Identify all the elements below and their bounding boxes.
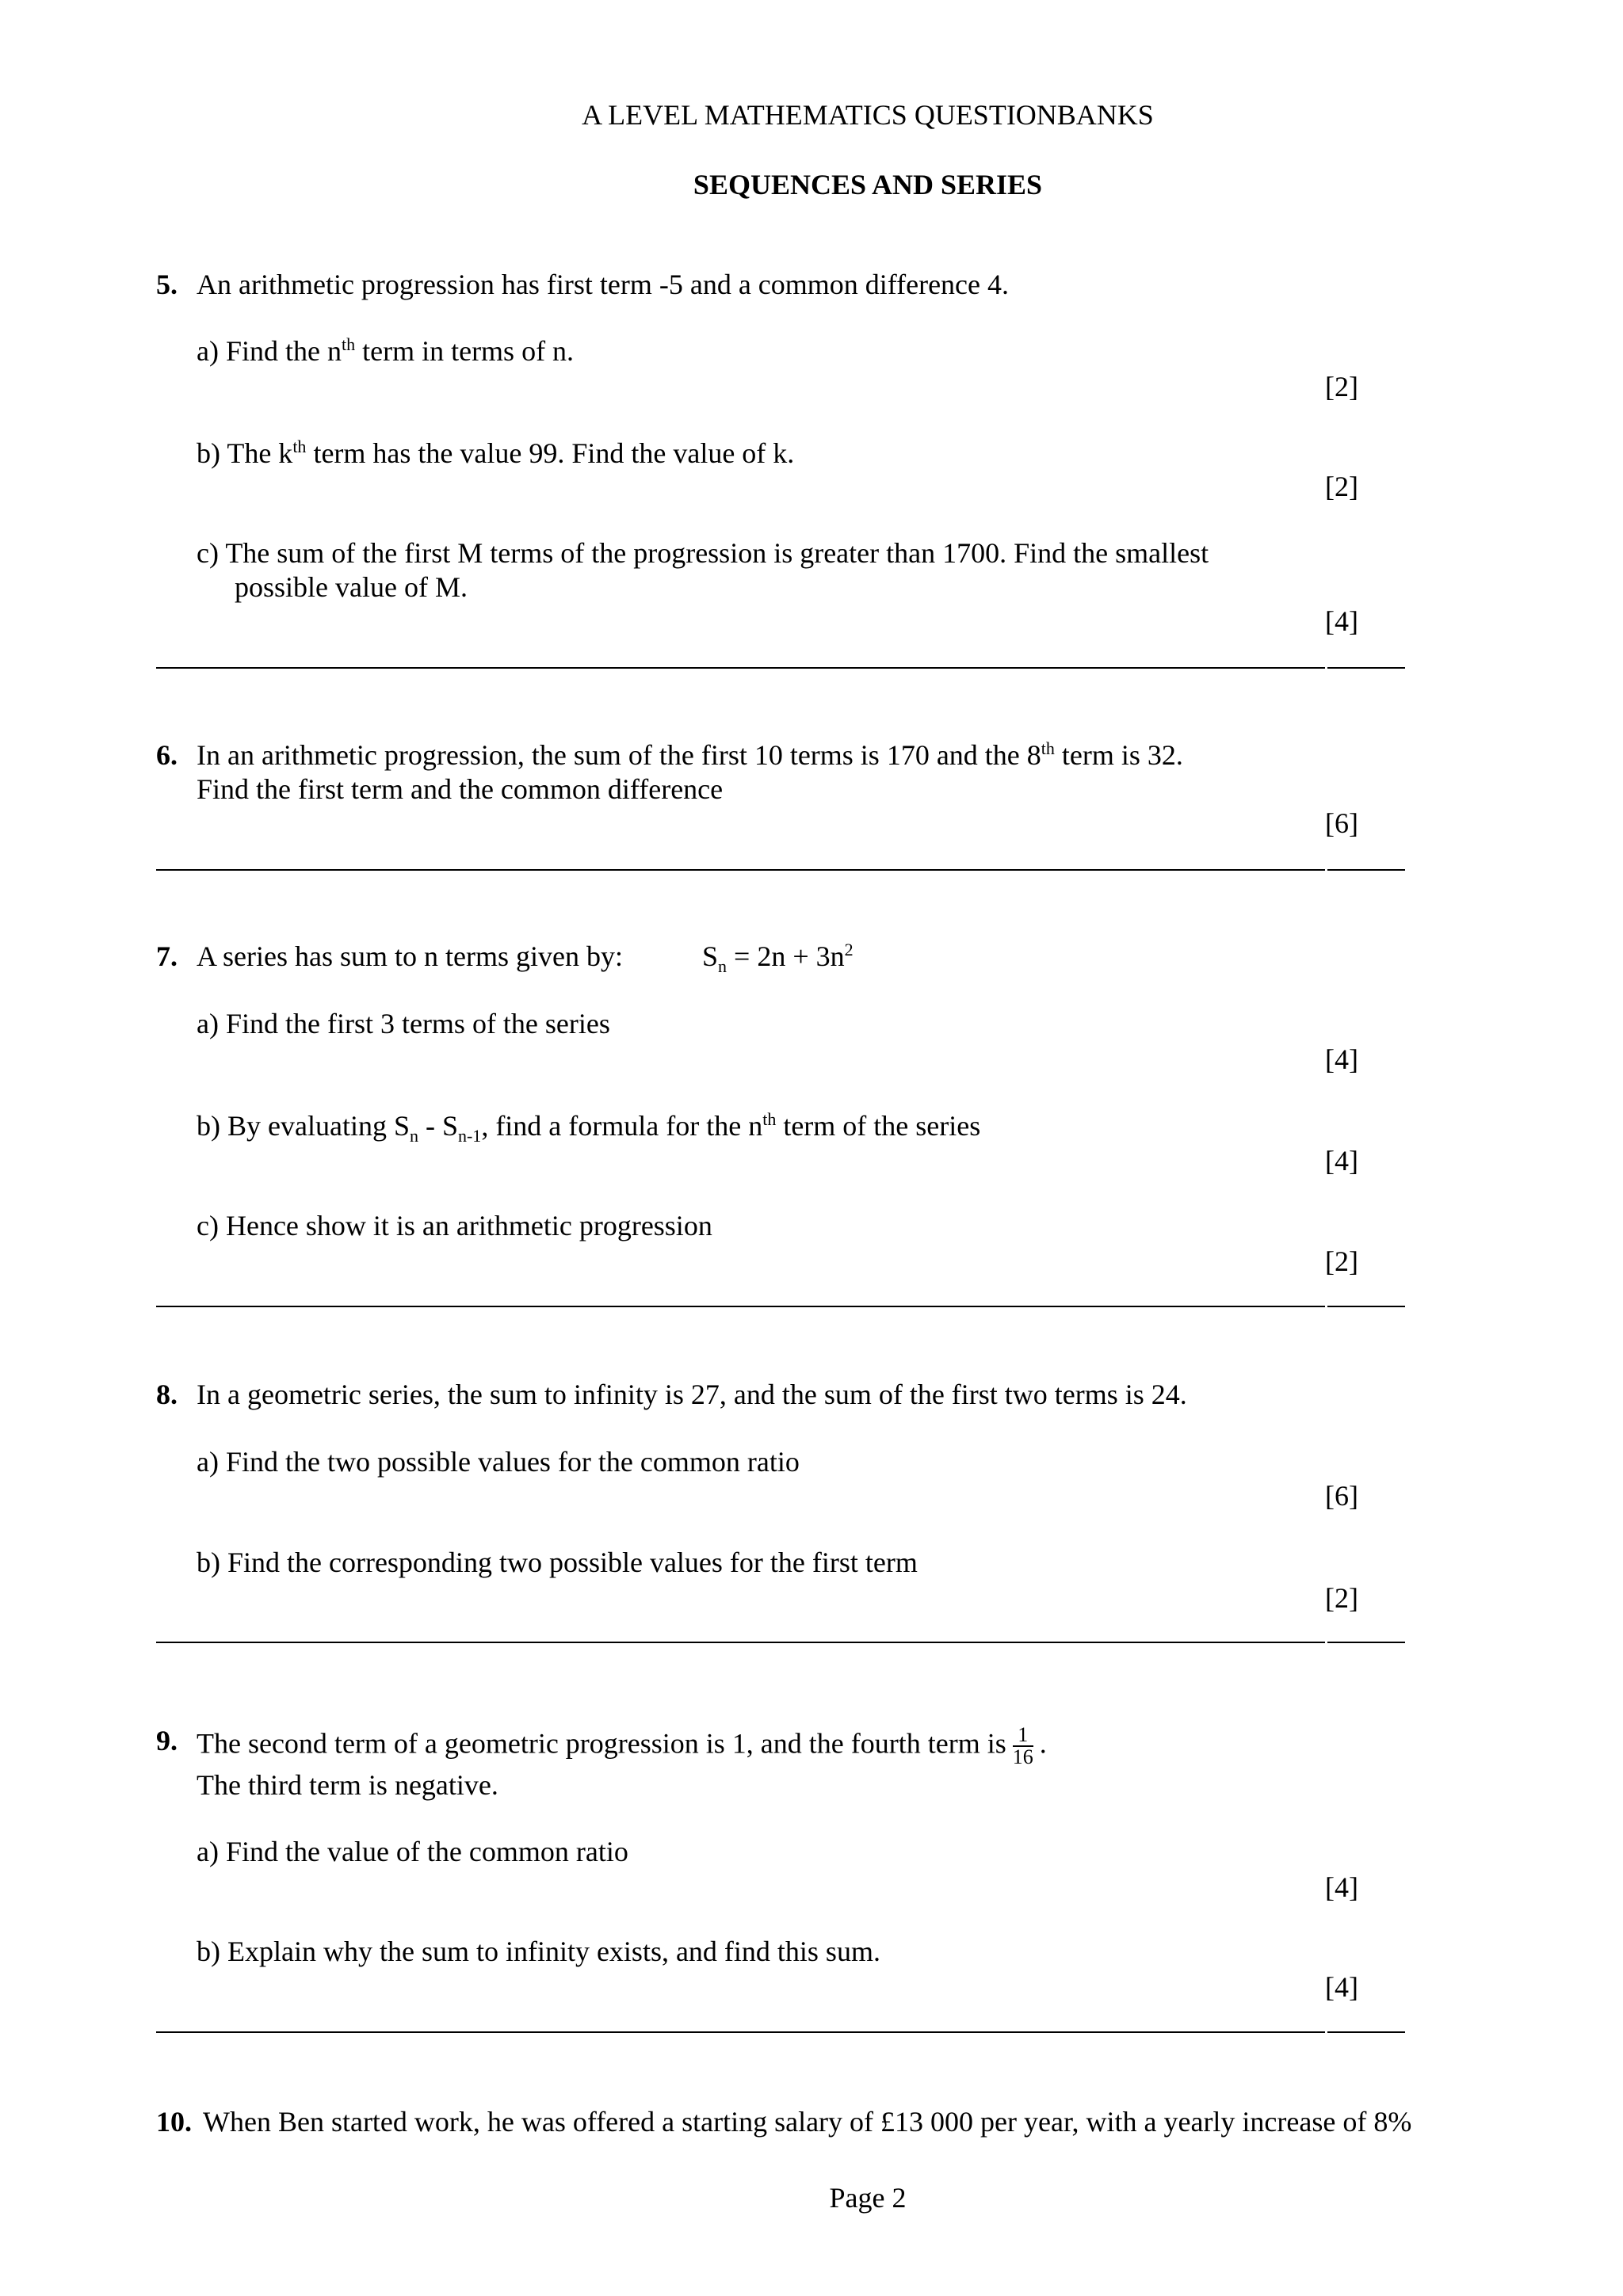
text: term is 32. bbox=[1054, 739, 1183, 771]
subquestion: a) Find the value of the common ratio bbox=[197, 1836, 628, 1867]
marks: [4] bbox=[1325, 1145, 1358, 1177]
question-number: 9. bbox=[156, 1725, 178, 1756]
superscript: th bbox=[292, 437, 307, 456]
text: . bbox=[1039, 1727, 1047, 1760]
text: - S bbox=[418, 1110, 458, 1142]
question-text-continued: The third term is negative. bbox=[197, 1769, 498, 1801]
subscript: n bbox=[718, 956, 727, 977]
text: term in terms of n. bbox=[355, 335, 575, 367]
question-number: 10. bbox=[156, 2106, 192, 2138]
denominator: 16 bbox=[1012, 1745, 1033, 1768]
subquestion-continued: possible value of M. bbox=[235, 571, 468, 603]
question-text: A series has sum to n terms given by: bbox=[197, 940, 623, 972]
marks: [4] bbox=[1325, 1043, 1358, 1075]
subquestion bbox=[197, 437, 794, 469]
divider bbox=[1327, 1642, 1405, 1643]
superscript: 2 bbox=[844, 940, 854, 959]
marks: [4] bbox=[1325, 605, 1358, 637]
divider bbox=[1327, 667, 1405, 669]
text: b) The k bbox=[197, 437, 293, 469]
divider bbox=[156, 1306, 1325, 1307]
text: a) Find the n bbox=[197, 335, 342, 367]
divider bbox=[1327, 1306, 1405, 1307]
text: The second term of a geometric progression is 1, and the fourth term is bbox=[197, 1727, 1006, 1760]
marks: [2] bbox=[1325, 1582, 1358, 1614]
question-text bbox=[197, 739, 1183, 771]
marks: [2] bbox=[1325, 1245, 1358, 1277]
question-number: 5. bbox=[156, 269, 178, 300]
marks: [6] bbox=[1325, 807, 1358, 839]
superscript: th bbox=[1041, 738, 1055, 758]
question-text bbox=[197, 1723, 1047, 1768]
text: b) By evaluating S bbox=[197, 1110, 410, 1142]
subquestion bbox=[197, 1109, 981, 1146]
subquestion: a) Find the first 3 terms of the series bbox=[197, 1008, 610, 1039]
divider bbox=[156, 869, 1325, 871]
divider bbox=[156, 2031, 1325, 2033]
text: term of the series bbox=[776, 1110, 981, 1142]
superscript: th bbox=[762, 1109, 777, 1129]
marks: [4] bbox=[1325, 1971, 1358, 2003]
divider bbox=[156, 1642, 1325, 1643]
marks: [4] bbox=[1325, 1871, 1358, 1903]
question-number: 6. bbox=[156, 739, 178, 771]
divider bbox=[156, 667, 1325, 669]
question-text: An arithmetic progression has first term -5 and a common difference 4. bbox=[197, 269, 1010, 300]
question-text: When Ben started work, he was offered a starting salary of £13 000 per year, with a yearly increase of 8% bbox=[203, 2106, 1412, 2138]
question-text: In a geometric series, the sum to infinity is 27, and the sum of the first two terms is 24. bbox=[197, 1379, 1187, 1410]
subquestion: c) The sum of the first M terms of the progression is greater than 1700. Find the smallest bbox=[197, 537, 1209, 569]
formula bbox=[702, 940, 854, 977]
question-number: 8. bbox=[156, 1379, 178, 1410]
subquestion: b) Explain why the sum to infinity exists, and find this sum. bbox=[197, 1936, 880, 1967]
subquestion bbox=[197, 335, 574, 367]
numerator: 1 bbox=[1013, 1725, 1033, 1747]
text: S bbox=[702, 940, 719, 972]
divider bbox=[1327, 2031, 1405, 2033]
subscript: n bbox=[409, 1126, 418, 1146]
text: term has the value 99. Find the value of k. bbox=[306, 437, 795, 469]
divider bbox=[1327, 869, 1405, 871]
text: , find a formula for the n bbox=[481, 1110, 763, 1142]
subscript: n-1 bbox=[457, 1126, 482, 1146]
text: = 2n + 3n bbox=[727, 940, 845, 972]
question-text-continued: Find the first term and the common difference bbox=[197, 773, 724, 805]
section-title: SEQUENCES AND SERIES bbox=[693, 169, 1043, 200]
marks: [6] bbox=[1325, 1480, 1358, 1512]
question-number: 7. bbox=[156, 940, 178, 972]
text: In an arithmetic progression, the sum of the first 10 terms is 170 and the 8 bbox=[197, 739, 1041, 771]
superscript: th bbox=[341, 334, 356, 354]
page-number: Page 2 bbox=[829, 2182, 907, 2214]
marks: [2] bbox=[1325, 371, 1358, 402]
marks: [2] bbox=[1325, 471, 1358, 502]
fraction bbox=[1013, 1725, 1033, 1768]
subquestion: a) Find the two possible values for the common ratio bbox=[197, 1446, 800, 1478]
document-header: A LEVEL MATHEMATICS QUESTIONBANKS bbox=[582, 99, 1154, 131]
subquestion: c) Hence show it is an arithmetic progression bbox=[197, 1210, 712, 1241]
subquestion: b) Find the corresponding two possible values for the first term bbox=[197, 1547, 918, 1578]
